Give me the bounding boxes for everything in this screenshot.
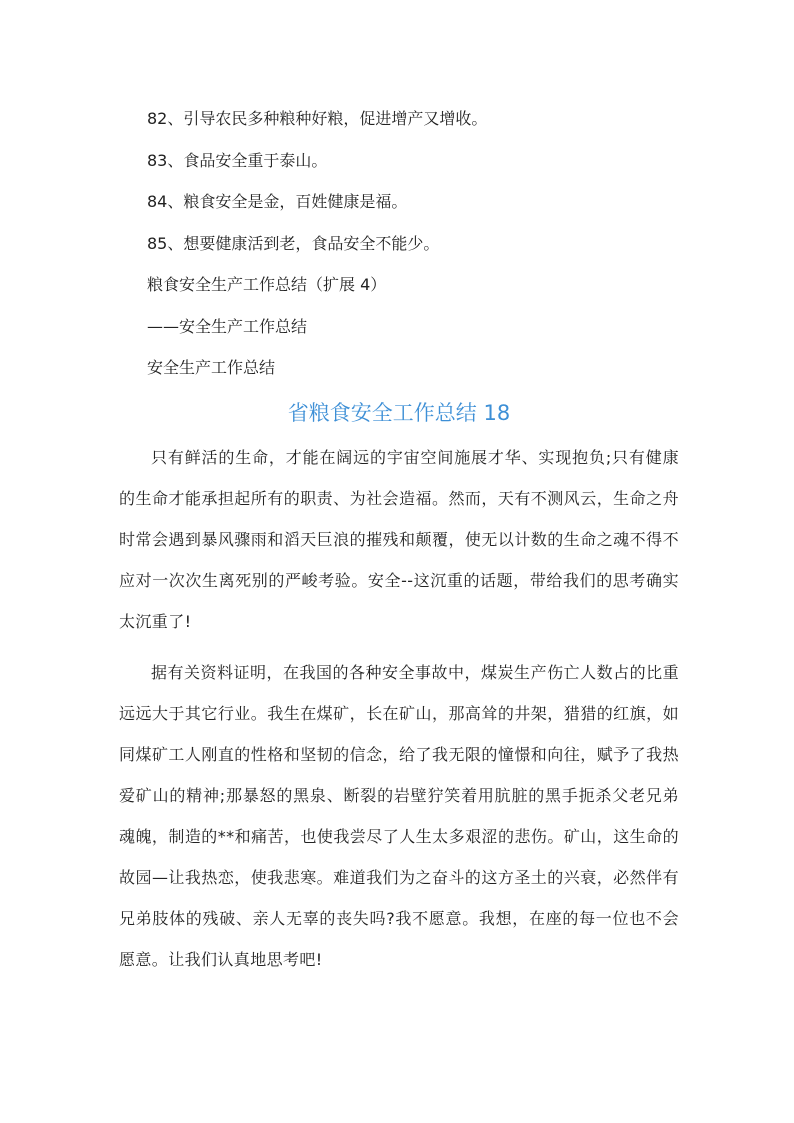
document-content: [119, 104, 679, 990]
paragraph-2: 据有关资料证明，在我国的各种安全事故中，煤炭生产伤亡人数占的比重远远大于其它行业。我生在煤矿，长在矿山，那高耸的井架，猎猎的红旗，如同煤矿工人刚直的性格和坚韧的信念，给了我无限的憧憬和向往，赋予了我热爱矿山的精神;那暴怒的黑泉、断裂的岩壁狞笑着用肮脏的黑手扼杀父老兄弟魂魄，制造的**和痛苦，也使我尝尽了人生太多艰涩的悲伤。矿山，这生命的故园—让我热恋，使我悲寒。难道我们为之奋斗的这方圣土的兴衰，必然伴有兄弟肢体的残破、亲人无辜的丧失吗?我不愿意。我想，在座的每一位也不会愿意。让我们认真地思考吧!: [119, 662, 679, 969]
paragraph-1: 只有鲜活的生命，才能在阔远的宇宙空间施展才华、实现抱负;只有健康的生命才能承担起所有的职责、为社会造福。然而，天有不测风云，生命之舟时常会遇到暴风骤雨和滔天巨浪的摧残和颠覆，使无以计数的生命之魂不得不应对一次次生离死别的严峻考验。安全--这沉重的话题，带给我们的思考确实太沉重了!: [119, 447, 679, 631]
list-item-84: 84、粮食安全是金，百姓健康是福。: [147, 192, 408, 211]
section-heading: 省粮食安全工作总结 18: [287, 400, 511, 425]
extension-title: 粮食安全生产工作总结（扩展 4）: [147, 275, 387, 294]
list-item-82: 82、引导农民多种粮种好粮，促进增产又增收。: [147, 109, 488, 128]
section-label: 安全生产工作总结: [147, 358, 276, 377]
extension-subtitle: ——安全生产工作总结: [147, 316, 308, 336]
list-item-85: 85、想要健康活到老，食品安全不能少。: [147, 233, 440, 253]
list-item-83: 83、食品安全重于泰山。: [147, 150, 328, 170]
